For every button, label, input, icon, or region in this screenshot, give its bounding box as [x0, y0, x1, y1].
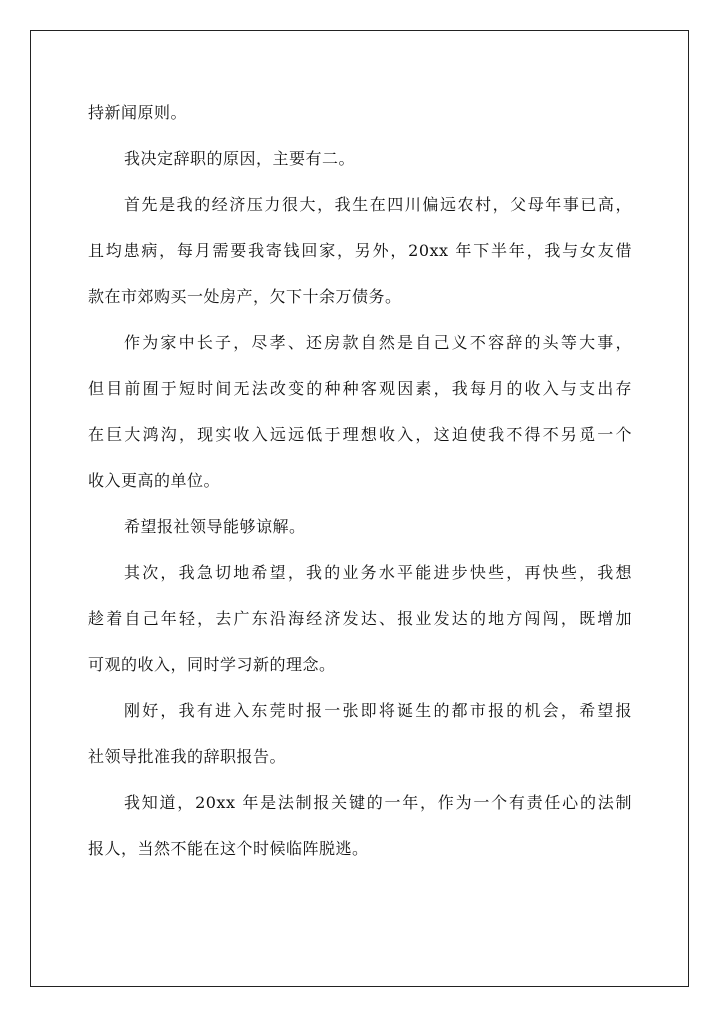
paragraph-career-growth — [88, 550, 632, 688]
text-line: 持新闻原则。 — [88, 103, 188, 122]
text-line: 作为家中长子，尽孝、还房款自然是自己义不容辞的头等大事， — [124, 333, 632, 352]
paragraph-understanding — [88, 504, 632, 550]
paragraph-eldest-son — [88, 320, 632, 504]
text-line: 可观的收入，同时学习新的理念。 — [88, 655, 336, 674]
paragraph-acknowledgement — [88, 780, 632, 872]
paragraph-opportunity — [88, 688, 632, 780]
text-line: 我决定辞职的原因，主要有二。 — [124, 149, 356, 168]
text-line: 其次，我急切地希望，我的业务水平能进步快些，再快些，我想 — [124, 563, 632, 582]
paragraph-reasons-intro — [88, 136, 632, 182]
text-line: 但目前囿于短时间无法改变的种种客观因素，我每月的收入与支出存 — [88, 379, 632, 398]
text-line: 希望报社领导能够谅解。 — [124, 517, 306, 536]
text-line: 款在市郊购买一处房产，欠下十余万债务。 — [88, 287, 402, 306]
text-line: 首先是我的经济压力很大，我生在四川偏远农村，父母年事已高， — [124, 195, 632, 214]
text-line: 我知道，20xx 年是法制报关键的一年，作为一个有责任心的法制 — [124, 793, 632, 812]
paragraph-continuation — [88, 90, 632, 136]
text-line: 刚好，我有进入东莞时报一张即将诞生的都市报的机会，希望报 — [124, 701, 632, 720]
text-line: 报人，当然不能在这个时候临阵脱逃。 — [88, 839, 369, 858]
text-line: 收入更高的单位。 — [88, 471, 221, 490]
text-line: 且均患病，每月需要我寄钱回家，另外，20xx 年下半年，我与女友借 — [88, 241, 632, 260]
document-body — [88, 90, 632, 872]
text-line: 社领导批准我的辞职报告。 — [88, 747, 287, 766]
text-line: 趁着自己年轻，去广东沿海经济发达、报业发达的地方闯闯，既增加 — [88, 609, 632, 628]
text-line: 在巨大鸿沟，现实收入远远低于理想收入，这迫使我不得不另觅一个 — [88, 425, 632, 444]
paragraph-economic-pressure — [88, 182, 632, 320]
